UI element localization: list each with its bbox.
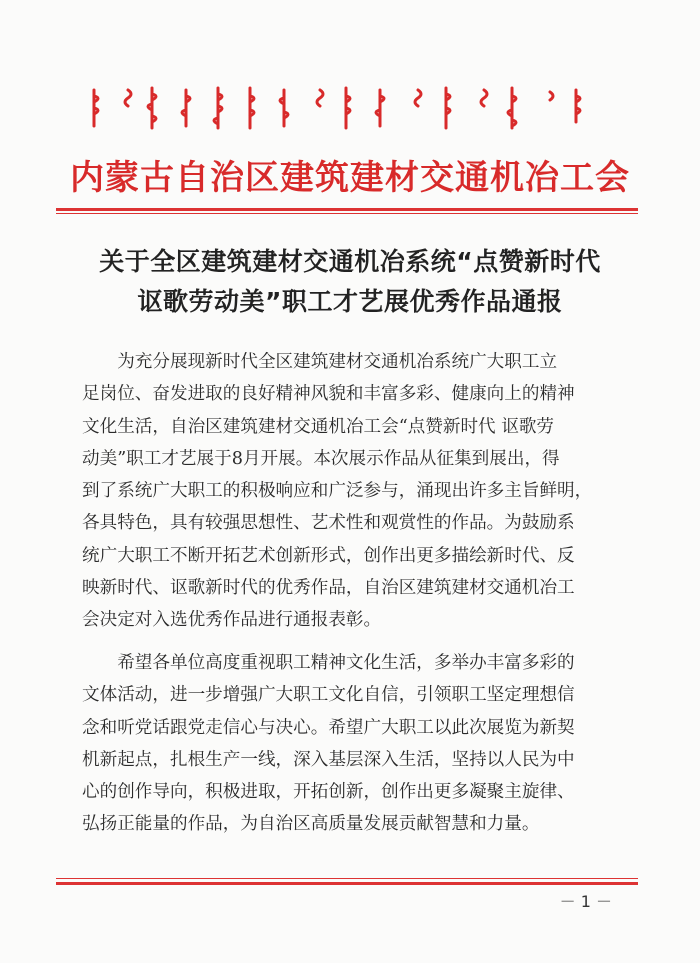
header-divider-thick bbox=[56, 208, 638, 211]
footer-divider-thin bbox=[56, 878, 638, 879]
mongolian-script-logo bbox=[88, 82, 608, 132]
paragraph-line: 动美”职工才艺展于8月开展。本次展示作品从征集到展出，得 bbox=[82, 448, 560, 469]
paragraph-2 bbox=[82, 647, 618, 841]
paragraph-line: 统广大职工不断开拓艺术创新形式，创作出更多描绘新时代、反 bbox=[82, 545, 575, 566]
document-title-line-2: 讴歌劳动美”职工才艺展优秀作品通报 bbox=[137, 287, 563, 316]
header-divider-thin bbox=[56, 213, 638, 214]
paragraph-line: 文化生活，自治区建筑建材交通机冶工会“点赞新时代 讴歌劳 bbox=[82, 416, 555, 437]
paragraph-line: 希望各单位高度重视职工精神文化生活，多举办丰富多彩的 bbox=[82, 653, 575, 673]
paragraph-line: 到了系统广大职工的积极响应和广泛参与，涌现出许多主旨鲜明， bbox=[82, 481, 593, 502]
paragraph-line: 机新起点，扎根生产一线，深入基层深入生活，坚持以人民为中 bbox=[82, 749, 575, 770]
paragraph-line: 各具特色，具有较强思想性、艺术性和观赏性的作品。为鼓励系 bbox=[82, 513, 575, 534]
paragraph-line: 映新时代、讴歌新时代的优秀作品，自治区建筑建材交通机冶工 bbox=[82, 578, 575, 599]
footer-divider-thick bbox=[56, 882, 638, 885]
paragraph-line: 弘扬正能量的作品，为自治区高质量发展贡献智慧和力量。 bbox=[82, 814, 540, 835]
document-title-line-1: 关于全区建筑建材交通机冶系统“点赞新时代 bbox=[99, 247, 601, 276]
organization-name: 内蒙古自治区建筑建材交通机冶工会 bbox=[70, 158, 630, 198]
page-number: － 1 － bbox=[559, 892, 612, 911]
paragraph-line: 足岗位、奋发进取的良好精神风貌和丰富多彩、健康向上的精神 bbox=[82, 384, 575, 405]
paragraph-line: 为充分展现新时代全区建筑建材交通机冶系统广大职工立 bbox=[82, 352, 558, 372]
paragraph-line: 念和听党话跟党走信心与决心。希望广大职工以此次展览为新契 bbox=[82, 717, 575, 738]
paragraph-line: 心的创作导向，积极进取，开拓创新，创作出更多凝聚主旋律、 bbox=[82, 782, 575, 803]
paragraph-line: 会决定对入选优秀作品进行通报表彰。 bbox=[82, 610, 382, 631]
paragraph-line: 文体活动，进一步增强广大职工文化自信，引领职工坚定理想信 bbox=[82, 685, 575, 706]
paragraph-1 bbox=[82, 346, 618, 637]
